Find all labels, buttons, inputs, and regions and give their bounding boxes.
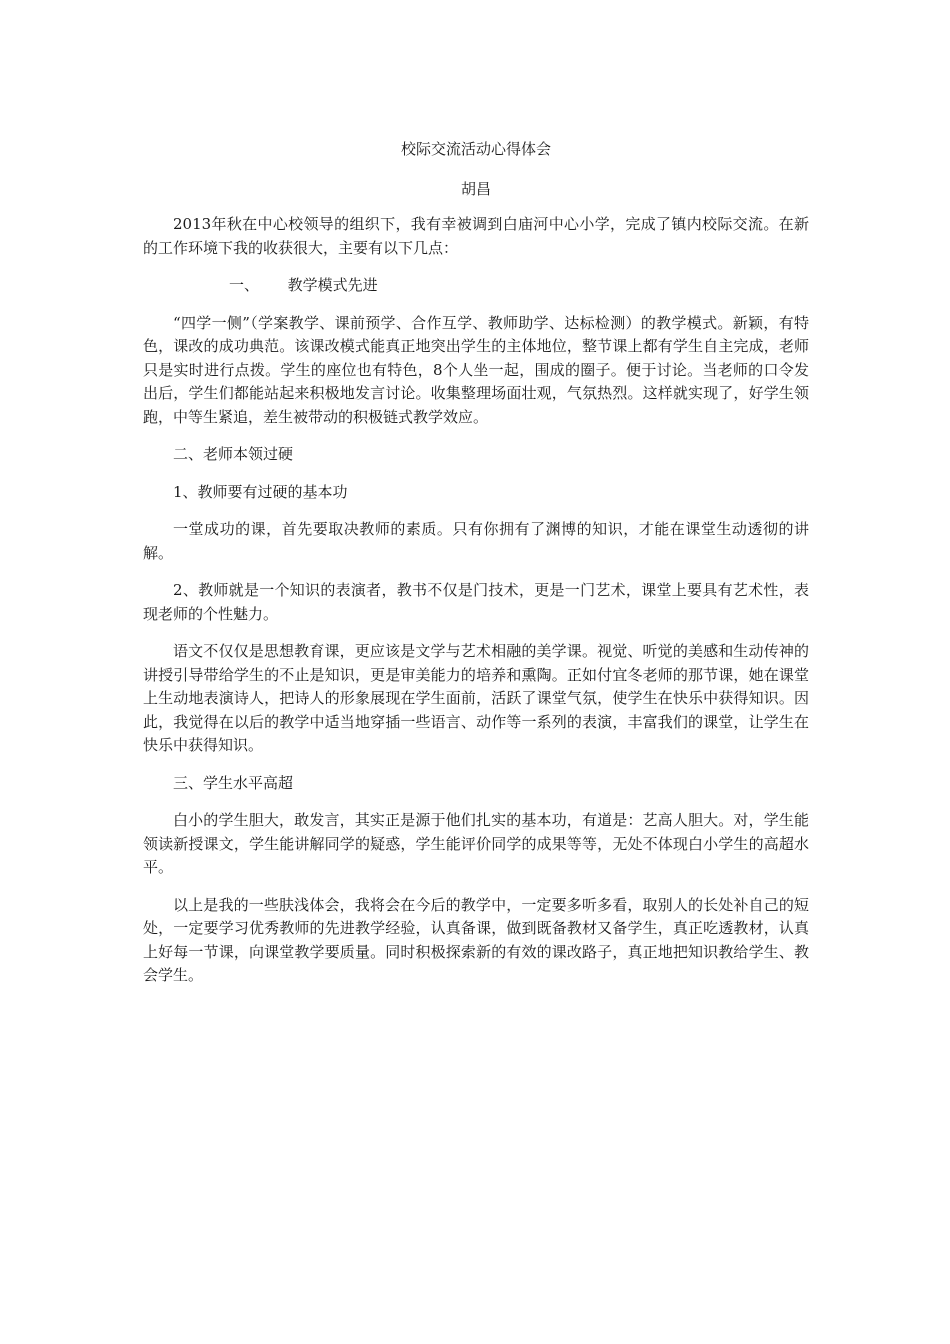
section-heading-3: 三、学生水平高超 (173, 773, 294, 792)
subsection-heading-2-1: 1、教师要有过硬的基本功 (173, 482, 348, 501)
section-number-1: 一、 (229, 276, 260, 294)
teacher-quality-paragraph: 一堂成功的课，首先要取决教师的素质。只有你拥有了渊博的知识，才能在课堂生动透彻的讲解。 (143, 520, 809, 562)
chinese-class-paragraph: 语文不仅仅是思想教育课，更应该是文学与艺术相融的美学课。视觉、听觉的美感和生动传神的讲授引导带给学生的不止是知识，更是审美能力的培养和熏陶。正如付宜冬老师的那节课，她在课堂上生动地表演诗人，把诗人的形象展现在学生面前，活跃了课堂气氛，使学生在快乐中获得知识。因此，我觉得在以后的教学中适当地穿插一些语言、动作等一系列的表演，丰富我们的课堂，让学生在快乐中获得知识。 (143, 642, 809, 754)
section-heading-2: 二、老师本领过硬 (173, 445, 294, 463)
teacher-performer-paragraph: 2、教师就是一个知识的表演者，教书不仅是门技术，更是一门艺术，课堂上要具有艺术性，表现老师的个性魅力。 (143, 581, 809, 623)
conclusion-paragraph: 以上是我的一些肤浅体会，我将会在今后的教学中，一定要多听多看，取别人的长处补自己的短处，一定要学习优秀教师的先进教学经验，认真备课，做到既备教材又备学生，真正吃透教材，认真上好每一节课，向课堂教学要质量。同时积极探索新的有效的课改路子，真正地把知识教给学生、教会学生。 (143, 895, 809, 984)
section-heading-1 (143, 274, 809, 298)
document-author: 胡昌 (460, 179, 491, 198)
students-paragraph: 白小的学生胆大，敢发言，其实正是源于他们扎实的基本功，有道是：艺高人胆大。对，学生能领读新授课文，学生能讲解同学的疑惑，学生能评价同学的成果等等，无处不体现白小学生的高超水平。 (143, 811, 809, 876)
document-body (143, 138, 809, 1002)
section-title-1: 教学模式先进 (287, 276, 378, 294)
intro-paragraph: 2013年秋在中心校领导的组织下，我有幸被调到白庙河中心小学，完成了镇内校际交流。在新的工作环境下我的收获很大，主要有以下几点： (143, 215, 809, 257)
teaching-model-paragraph: “四学一侧”（学案教学、课前预学、合作互学、教师助学、达标检测）的教学模式。新颖，有特色，课改的成功典范。该课改模式能真正地突出学生的主体地位，整节课上都有学生自主完成，老师只是实时进行点拨。学生的座位也有特色，8个人坐一起，围成的圈子。便于讨论。当老师的口令发出后，学生们都能站起来积极地发言讨论。收集整理场面壮观，气氛热烈。这样就实现了，好学生领跑，中等生紧追，差生被带动的积极链式教学效应。 (143, 313, 809, 426)
document-title: 校际交流活动心得体会 (400, 140, 551, 158)
